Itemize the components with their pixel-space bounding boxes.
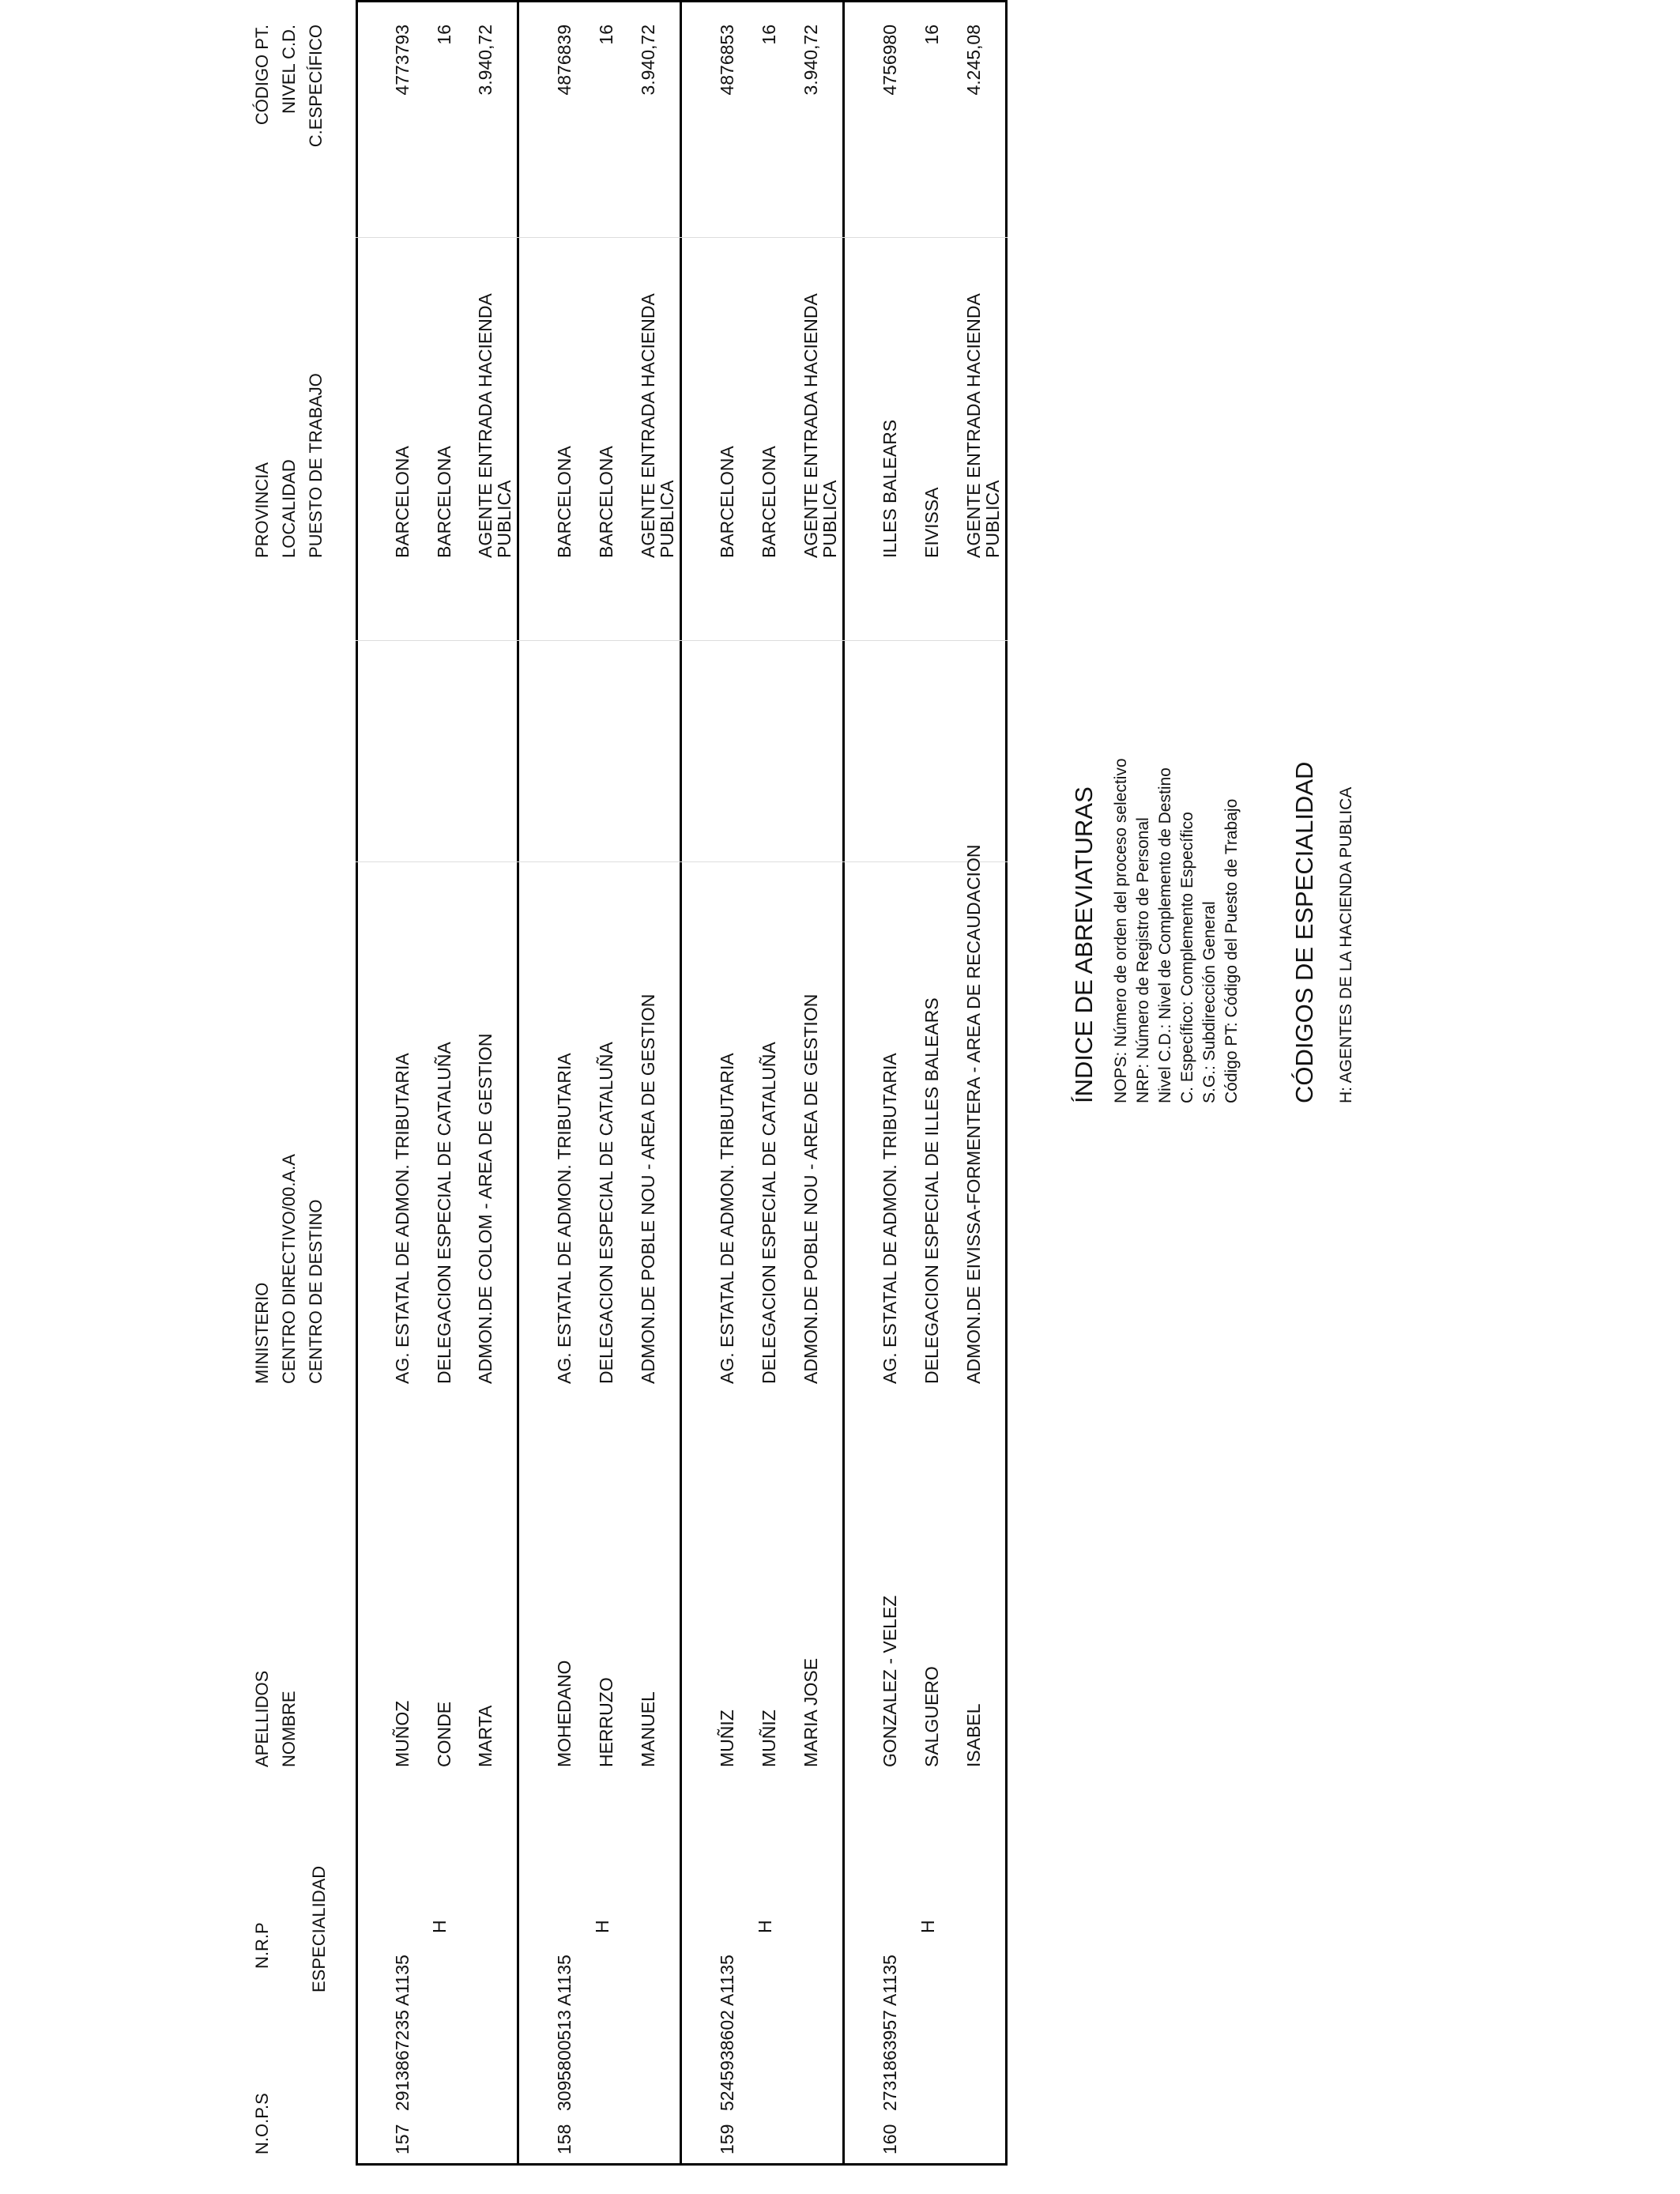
abbreviation-item: S.G.: Subdirección General: [1200, 901, 1219, 1103]
abbreviation-item: C. Específico: Complemento Específico: [1178, 812, 1196, 1103]
puesto-value: AGENTE ENTRADA HACIENDA: [800, 293, 821, 558]
provincia-value: BARCELONA: [392, 446, 412, 558]
apellido2-value: CONDE: [434, 1701, 454, 1767]
header-codigo-pt: CÓDIGO PT.: [252, 25, 272, 126]
header-provincia: PROVINCIA: [252, 462, 272, 558]
ministerio-value: AG. ESTATAL DE ADMON. TRIBUTARIA: [392, 1053, 412, 1384]
abbreviation-item: Nivel C.D.: Nivel de Complemento de Destino: [1156, 767, 1174, 1103]
nrp-value: 5245938602 A1135: [717, 1955, 737, 2111]
codigo-pt-value: 4876853: [717, 25, 737, 96]
abbreviation-item: Código PT: Código del Puesto de Trabajo: [1222, 798, 1241, 1103]
nombre-value: ISABEL: [963, 1703, 984, 1767]
ministerio-value: AG. ESTATAL DE ADMON. TRIBUTARIA: [880, 1053, 900, 1384]
column-divider: [356, 237, 1008, 238]
header-puesto: PUESTO DE TRABAJO: [306, 373, 326, 558]
header-nivel-cd: NIVEL C.D.: [279, 25, 299, 114]
puesto-value-cont: PUBLICA: [982, 480, 1003, 558]
nrp-value: 3095800513 A1135: [554, 1955, 574, 2111]
header-apellidos: APELLIDOS: [252, 1670, 272, 1767]
nivel-cd-value: 16: [921, 25, 942, 45]
nivel-cd-value: 16: [434, 25, 454, 45]
puesto-value-cont: PUBLICA: [657, 480, 677, 558]
puesto-value: AGENTE ENTRADA HACIENDA: [963, 293, 984, 558]
provincia-value: BARCELONA: [717, 446, 737, 558]
puesto-value: AGENTE ENTRADA HACIENDA: [638, 293, 658, 558]
nops-value: 158: [554, 2124, 574, 2154]
centro-directivo-value: DELEGACION ESPECIAL DE ILLES BALEARS: [921, 997, 942, 1384]
nombre-value: MARIA JOSE: [800, 1657, 821, 1767]
nombre-value: MARTA: [475, 1705, 495, 1767]
header-nrp: N.R.P: [252, 1922, 272, 1969]
column-divider: [356, 861, 1008, 862]
especialidad-value: H: [755, 1920, 775, 1933]
c-especifico-value: 3.940,72: [800, 25, 821, 96]
localidad-value: BARCELONA: [759, 446, 779, 558]
header-c-especifico: C.ESPECÍFICO: [306, 25, 326, 148]
localidad-value: BARCELONA: [434, 446, 454, 558]
centro-destino-value: ADMON.DE POBLE NOU - AREA DE GESTION: [800, 993, 821, 1384]
specialty-codes-title: CÓDIGOS DE ESPECIALIDAD: [1290, 761, 1318, 1103]
centro-directivo-value: DELEGACION ESPECIAL DE CATALUÑA: [596, 1042, 616, 1384]
header-nops: N.O.P.S: [252, 2093, 272, 2154]
c-especifico-value: 3.940,72: [638, 25, 658, 96]
apellido2-value: HERRUZO: [596, 1677, 616, 1767]
c-especifico-value: 4.245,08: [963, 25, 984, 96]
nrp-value: 2913867235 A1135: [392, 1955, 412, 2111]
ministerio-value: AG. ESTATAL DE ADMON. TRIBUTARIA: [554, 1053, 574, 1384]
header-ministerio: MINISTERIO: [252, 1282, 272, 1384]
puesto-value-cont: PUBLICA: [819, 480, 840, 558]
nops-value: 159: [717, 2124, 737, 2154]
apellido2-value: SALGUERO: [921, 1666, 942, 1767]
puesto-value-cont: PUBLICA: [494, 480, 514, 558]
header-localidad: LOCALIDAD: [279, 459, 299, 558]
especialidad-value: H: [592, 1920, 612, 1933]
header-centro-directivo: CENTRO DIRECTIVO/00.A.A: [279, 1154, 299, 1384]
c-especifico-value: 3.940,72: [475, 25, 495, 96]
abbreviations-title: ÍNDICE DE ABREVIATURAS: [1070, 786, 1098, 1103]
centro-destino-value: ADMON.DE COLOM - AREA DE GESTION: [475, 1033, 495, 1384]
nivel-cd-value: 16: [596, 25, 616, 45]
header-especialidad: ESPECIALIDAD: [309, 1865, 329, 1992]
nrp-value: 2731863957 A1135: [880, 1955, 900, 2111]
centro-destino-value: ADMON.DE EIVISSA-FORMENTERA - AREA DE RECAUDACION: [963, 844, 984, 1384]
column-divider: [356, 640, 1008, 641]
nombre-value: MANUEL: [638, 1691, 658, 1767]
provincia-value: ILLES BALEARS: [880, 419, 900, 558]
abbreviation-item: NOPS: Número de orden del proceso selectivo: [1112, 758, 1130, 1103]
ministerio-value: AG. ESTATAL DE ADMON. TRIBUTARIA: [717, 1053, 737, 1384]
codigo-pt-value: 4876839: [554, 25, 574, 96]
localidad-value: BARCELONA: [596, 446, 616, 558]
centro-destino-value: ADMON.DE POBLE NOU - AREA DE GESTION: [638, 993, 658, 1384]
abbreviation-item: NRP: Número de Registro de Personal: [1134, 817, 1152, 1103]
header-nombre: NOMBRE: [279, 1691, 299, 1767]
header-centro-destino: CENTRO DE DESTINO: [306, 1199, 326, 1384]
puesto-value: AGENTE ENTRADA HACIENDA: [475, 293, 495, 558]
specialty-code-item: H: AGENTES DE LA HACIENDA PUBLICA: [1337, 786, 1355, 1103]
apellido1-value: GONZALEZ - VELEZ: [880, 1595, 900, 1767]
localidad-value: EIVISSA: [921, 487, 942, 558]
apellido1-value: MUÑIZ: [717, 1710, 737, 1767]
codigo-pt-value: 4756980: [880, 25, 900, 96]
provincia-value: BARCELONA: [554, 446, 574, 558]
especialidad-value: H: [429, 1920, 450, 1933]
nops-value: 157: [392, 2124, 412, 2154]
codigo-pt-value: 4773793: [392, 25, 412, 96]
apellido1-value: MUÑOZ: [392, 1700, 412, 1767]
apellido1-value: MOHEDANO: [554, 1660, 574, 1767]
centro-directivo-value: DELEGACION ESPECIAL DE CATALUÑA: [434, 1042, 454, 1384]
row-separator: [842, 0, 845, 2166]
row-separator: [680, 0, 682, 2166]
apellido2-value: MUÑIZ: [759, 1710, 779, 1767]
nivel-cd-value: 16: [759, 25, 779, 45]
especialidad-value: H: [917, 1920, 938, 1933]
row-separator: [517, 0, 519, 2166]
nops-value: 160: [880, 2124, 900, 2154]
centro-directivo-value: DELEGACION ESPECIAL DE CATALUÑA: [759, 1042, 779, 1384]
